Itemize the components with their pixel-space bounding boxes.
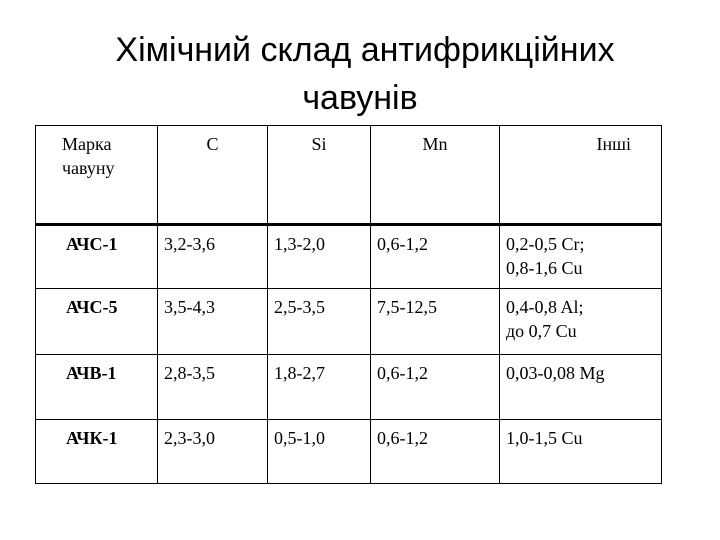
cell-grade: АЧС-5 [36,289,158,355]
header-grade-line-1: Марка [62,134,112,154]
cell-other-line-1: 0,03-0,08 Mg [506,363,605,383]
header-c: C [158,126,268,225]
cell-c: 3,2-3,6 [158,225,268,289]
cell-mn: 0,6-1,2 [371,225,500,289]
cell-grade: АЧС-1 [36,225,158,289]
page-title [0,26,720,122]
header-si: Si [268,126,371,225]
cell-other-line-2: до 0,7 Cu [506,321,577,341]
header-grade [36,126,158,225]
composition-table [35,125,662,484]
table-row [36,355,662,420]
cell-si: 1,3-2,0 [268,225,371,289]
table-row [36,289,662,355]
cell-si: 0,5-1,0 [268,420,371,484]
cell-other-line-1: 0,4-0,8 Al; [506,297,584,317]
cell-other-line-1: 0,2-0,5 Cr; [506,234,585,254]
cell-other [500,289,662,355]
table-header-row [36,126,662,225]
title-line-2: чавунів [302,79,418,117]
cell-other [500,420,662,484]
cell-other-line-1: 1,0-1,5 Cu [506,428,583,448]
title-line-1: Хімічний склад антифрикційних [115,31,615,69]
cell-other-line-2: 0,8-1,6 Cu [506,258,583,278]
cell-grade: АЧВ-1 [36,355,158,420]
cell-c: 2,8-3,5 [158,355,268,420]
cell-mn: 7,5-12,5 [371,289,500,355]
cell-mn: 0,6-1,2 [371,420,500,484]
cell-other [500,355,662,420]
cell-si: 1,8-2,7 [268,355,371,420]
cell-si: 2,5-3,5 [268,289,371,355]
table-row [36,420,662,484]
header-mn: Mn [371,126,500,225]
header-other: Інші [500,126,662,225]
cell-other [500,225,662,289]
table-row [36,225,662,289]
cell-mn: 0,6-1,2 [371,355,500,420]
cell-grade: АЧК-1 [36,420,158,484]
cell-c: 2,3-3,0 [158,420,268,484]
header-grade-line-2: чавуну [62,158,115,178]
cell-c: 3,5-4,3 [158,289,268,355]
